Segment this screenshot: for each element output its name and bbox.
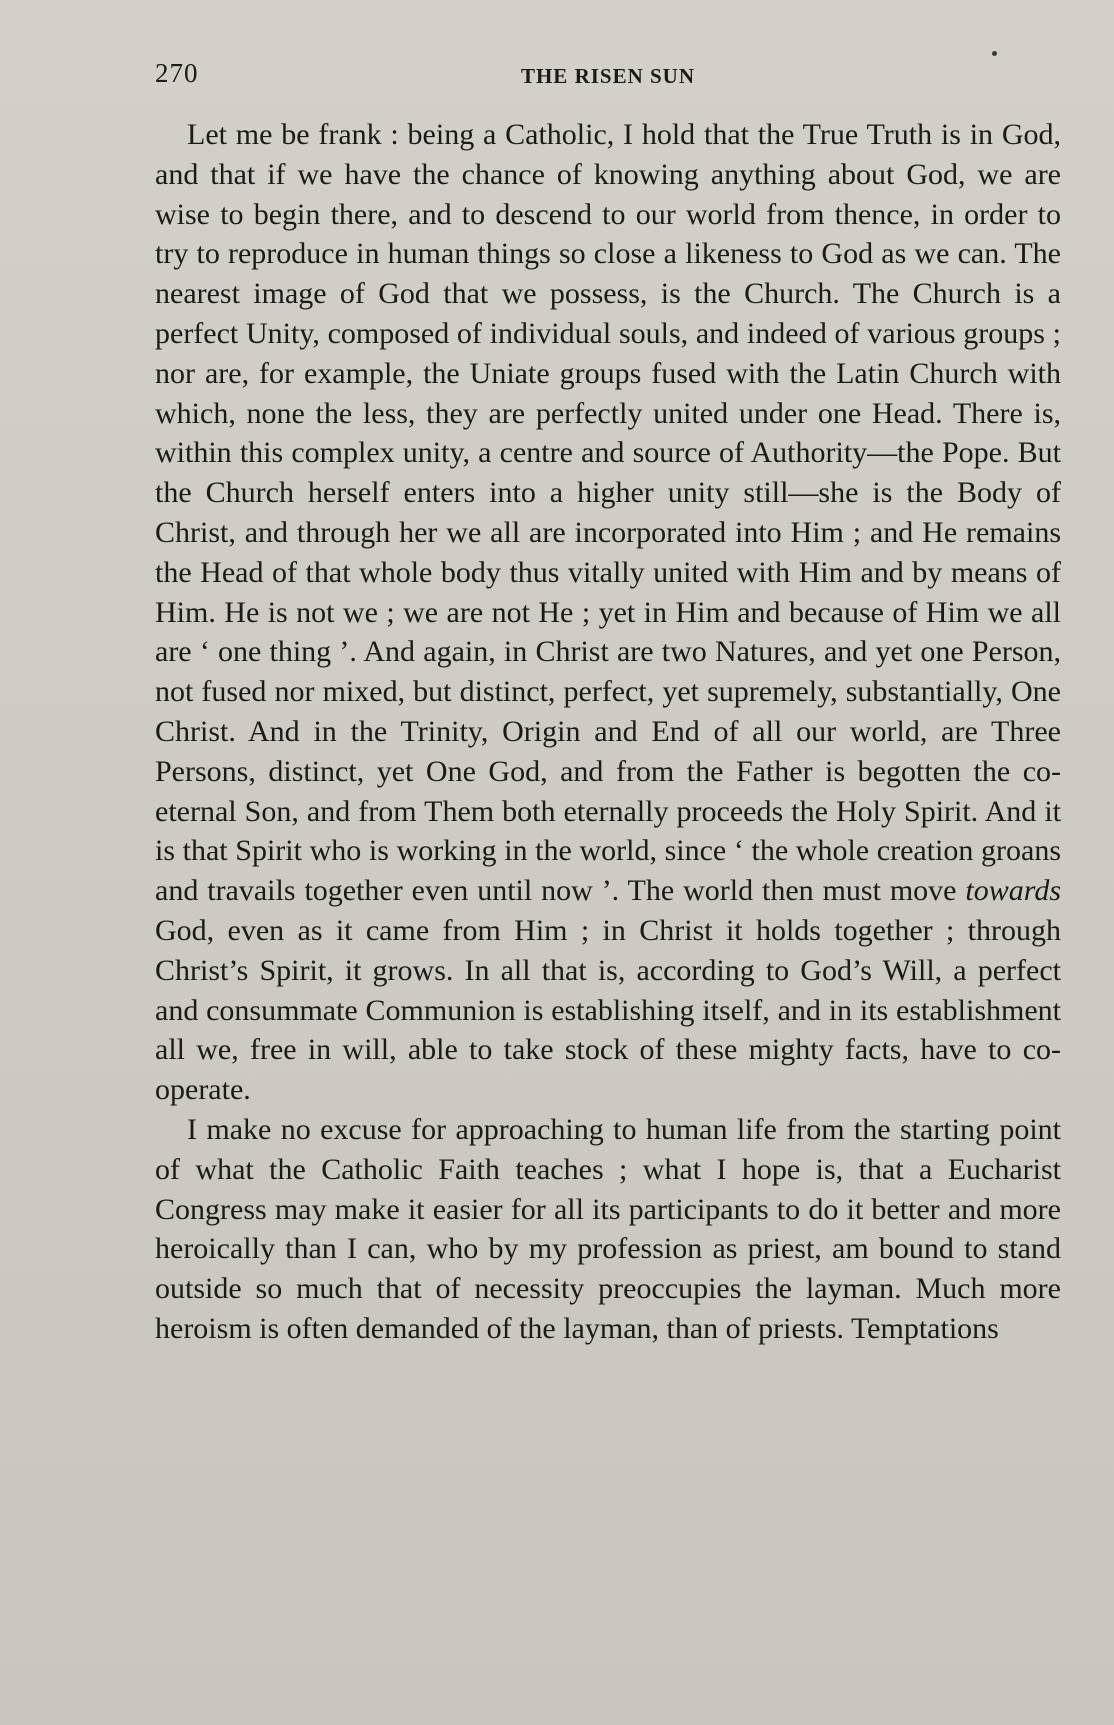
page-number: 270	[155, 58, 199, 88]
body-text	[155, 115, 1061, 1349]
emphasized-word: towards	[965, 874, 1062, 908]
paragraph-1-part-2: God, even as it came from Him ; in Christ it holds together ; through Christ’s Spirit, it grows. In all that is, according to God’s Will, a perfect and consummate Communion is establishing itself, and in its establishment all we, free in will, able to take stock of these mighty facts, have to co-operate.	[155, 913, 1061, 1107]
paragraph-1	[155, 115, 1061, 1110]
ink-speck	[992, 51, 997, 56]
paragraph-1-part-1: Let me be frank : being a Catholic, I hold that the True Truth is in God, and that if we have the chance of knowing anything about God, we are wise to begin there, and to descend to our world from thence, in order to try to reproduce in human things so close a likeness to God as we can. The nearest image of God that we possess, is the Church. The Church is a perfect Unity, composed of individual souls, and indeed of various groups ; nor are, for example, the Uniate groups fused with the Latin Church with which, none the less, they are perfectly united under one Head. There is, within this complex unity, a centre and source of Authority—the Pope. But the Church herself enters into a higher unity still—she is the Body of Christ, and through her we all are incorporated into Him ; and He remains the Head of that whole body thus vitally united with Him and by means of Him. He is not we ; we are not He ; yet in Him and because of Him we all are ‘ one thing ’. And again, in Christ are two Natures, and yet one Person, not fused nor mixed, but distinct, perfect, yet supremely, substantially, One Christ. And in the Trinity, Origin and End of all our world, are Three Persons, distinct, yet One God, and from the Father is begotten the co-eternal Son, and from Them both eternally proceeds the Holy Spirit. And it is that Spirit who is working in the world, since ‘ the whole creation groans and travails together even until now ’. The world then must move	[155, 118, 1061, 908]
paragraph-2: I make no excuse for approaching to human life from the starting point of what the Catholic Faith teaches ; what I hope is, that a Eucharist Congress may make it easier for all its participants to do it better and more heroically than I can, who by my profession as priest, am bound to stand outside so much that of necessity preoccupies the layman. Much more heroism is often demanded of the layman, than of priests. Temptations	[155, 1112, 1061, 1345]
running-title: THE RISEN SUN	[520, 64, 696, 88]
running-head	[155, 58, 1061, 94]
